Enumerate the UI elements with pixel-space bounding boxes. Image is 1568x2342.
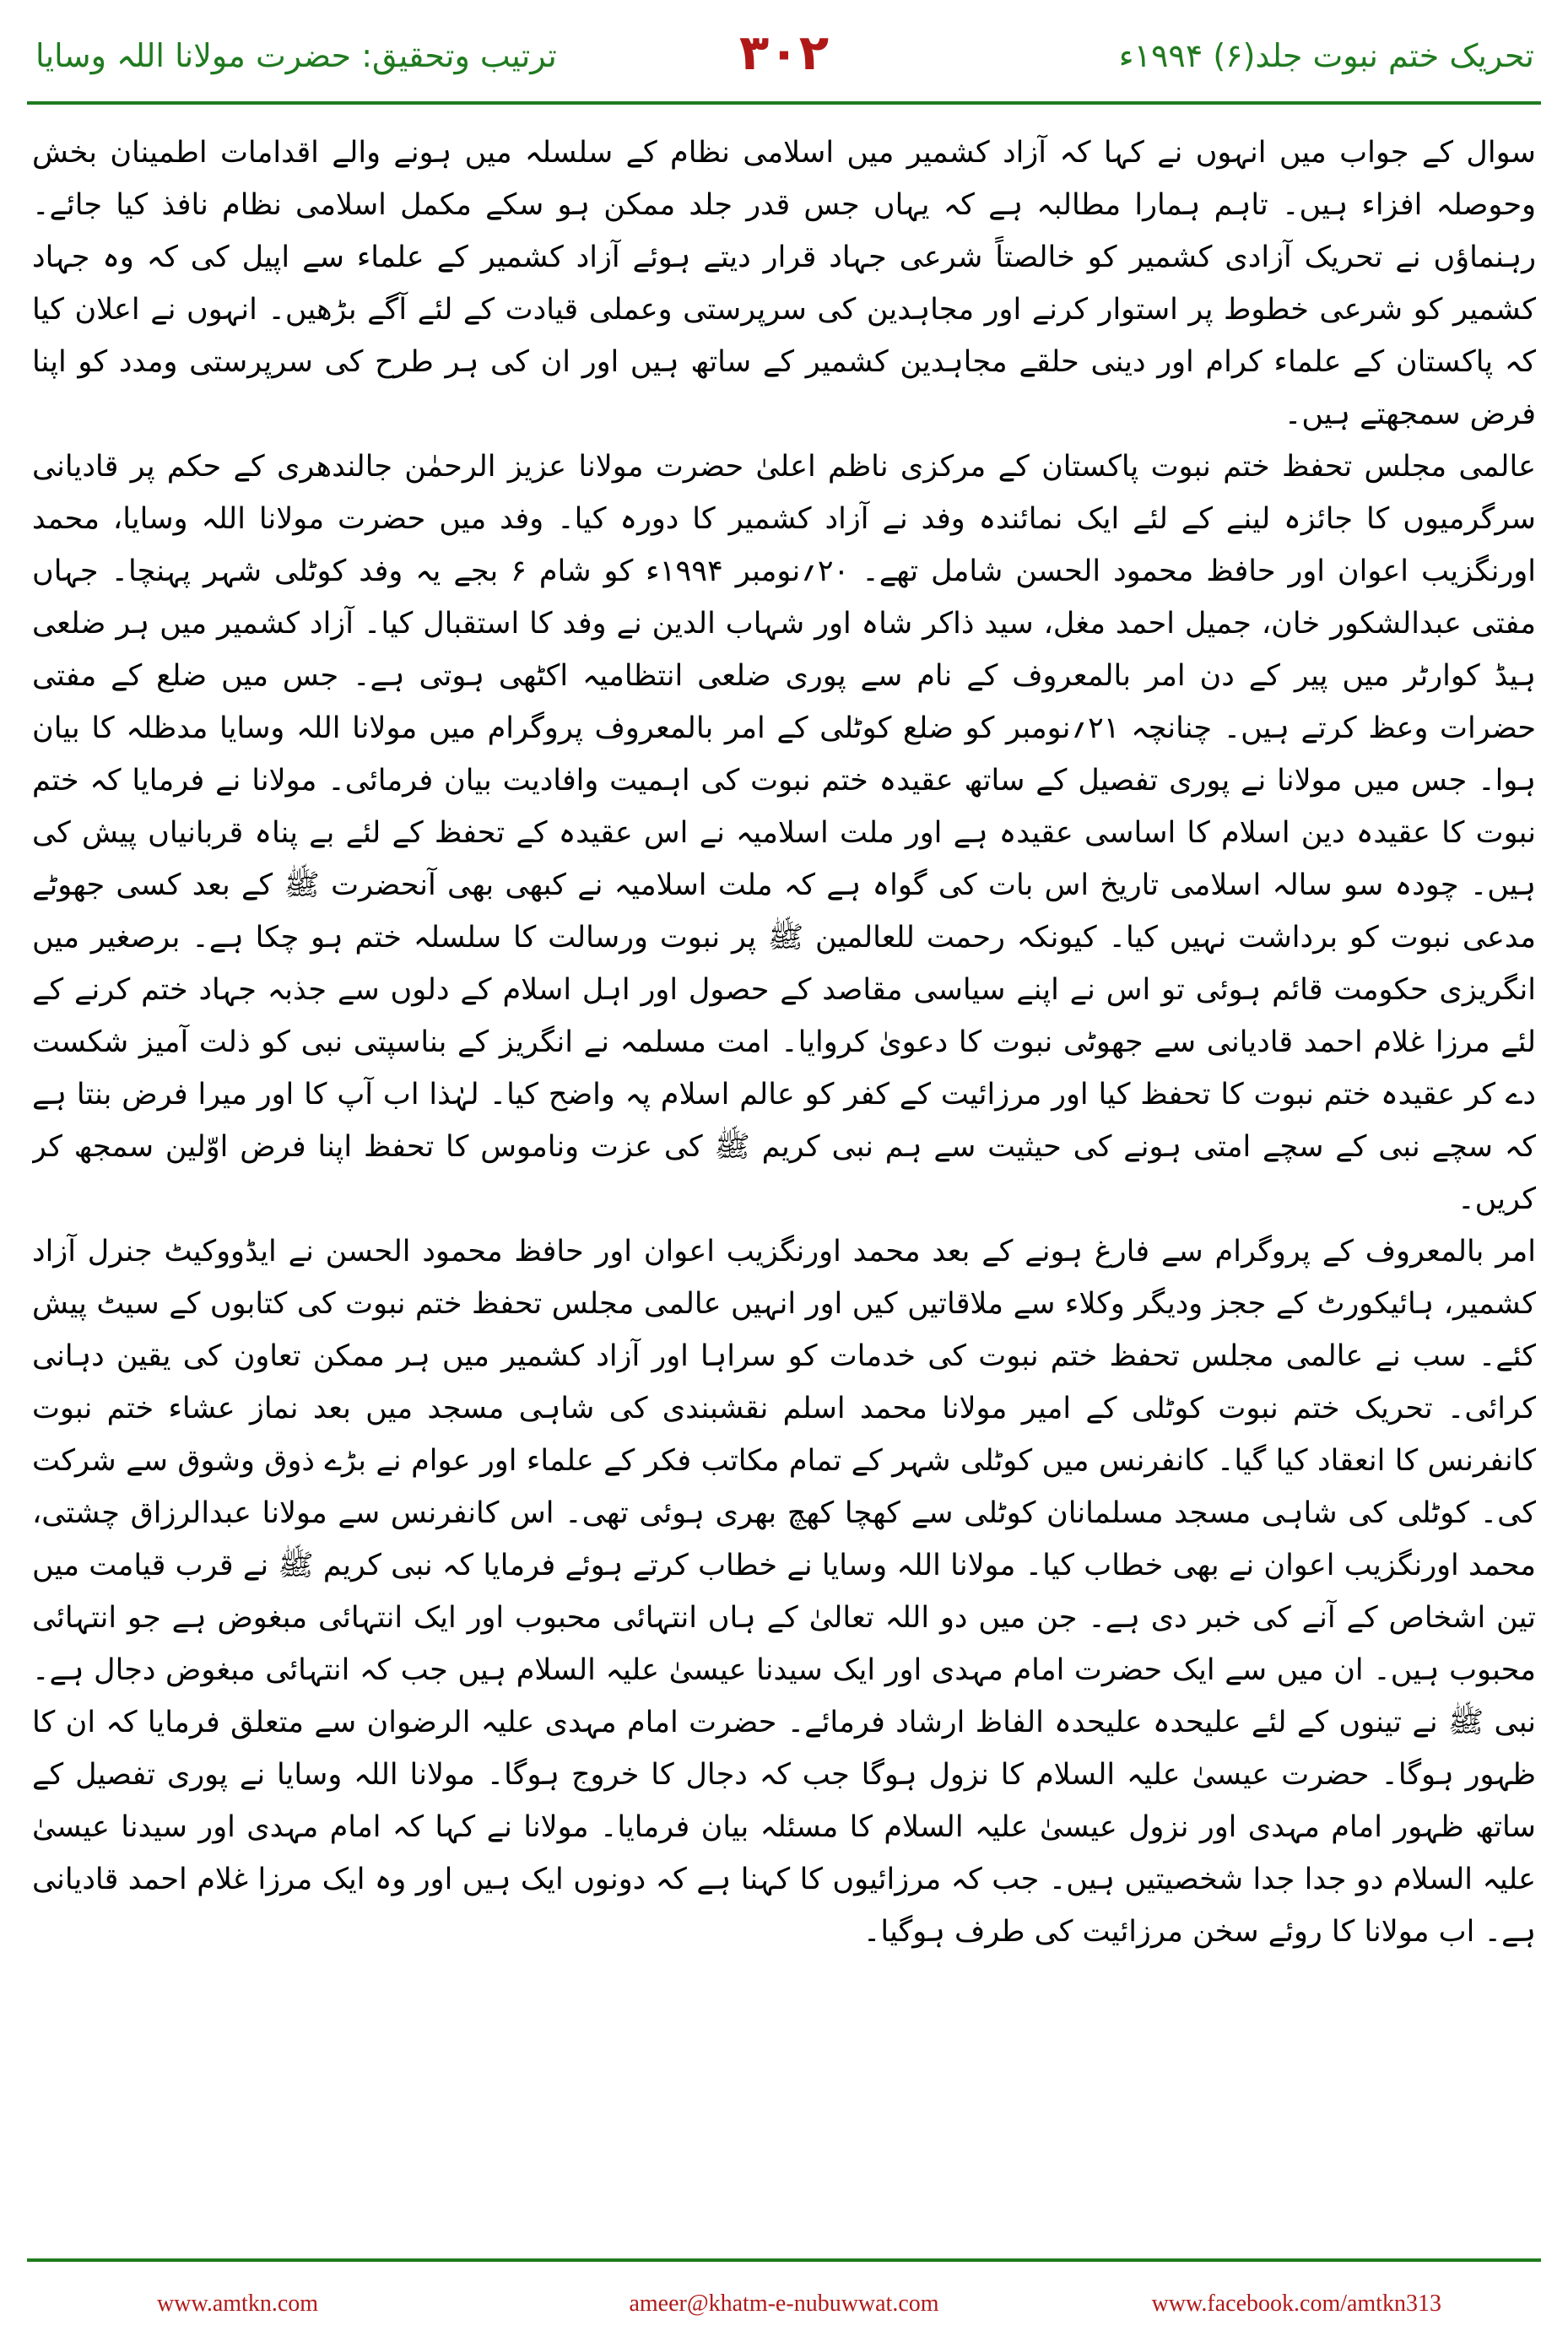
website-link[interactable]: www.amtkn.com [157, 2291, 319, 2317]
page-footer [0, 2279, 1568, 2329]
paragraph: سوال کے جواب میں انہوں نے کہا کہ آزاد کشمیر میں اسلامی نظام کے سلسلہ میں ہونے والے اقدامات اطمینان بخش وحوصلہ افزاء ہیں۔ تاہم ہمارا مطالبہ ہے کہ یہاں جس قدر جلد ممکن ہو سکے مکمل اسلامی نظام نافذ کیا جائے۔ رہنماؤں نے تحریک آزادی کشمیر کو خالصتاً شرعی جہاد قرار دیتے ہوئے آزاد کشمیر کے علماء سے اپیل کی کہ وہ جہاد کشمیر کو شرعی خطوط پر استوار کرنے اور مجاہدین کی سرپرستی وعملی قیادت کے لئے آگے بڑھیں۔ انہوں نے اعلان کیا کہ پاکستان کے علماء کرام اور دینی حلقے مجاہدین کشمیر کے ساتھ ہیں اور ان کی ہر طرح کی سرپرستی ومدد کو اپنا فرض سمجھتے ہیں۔ [32, 136, 1536, 431]
paragraph: عالمی مجلس تحفظ ختم نبوت پاکستان کے مرکزی ناظم اعلیٰ حضرت مولانا عزیز الرحمٰن جالندھری کے حکم پر قادیانی سرگرمیوں کا جائزہ لینے کے لئے ایک نمائندہ وفد نے آزاد کشمیر کا دورہ کیا۔ وفد میں حضرت مولانا اللہ وسایا، محمد اورنگزیب اعوان اور حافظ محمود الحسن شامل تھے۔ ۲۰؍نومبر ۱۹۹۴ء کو شام ۶ بجے یہ وفد کوٹلی شہر پہنچا۔ جہاں مفتی عبدالشکور خان، جمیل احمد مغل، سید ذاکر شاہ اور شہاب الدین نے وفد کا استقبال کیا۔ آزاد کشمیر میں ہر ضلعی ہیڈ کوارٹر میں پیر کے دن امر بالمعروف کے نام سے پوری ضلعی انتظامیہ اکٹھی ہوتی ہے۔ جس میں ضلع کے مفتی حضرات وعظ کرتے ہیں۔ چنانچہ ۲۱؍نومبر کو ضلع کوٹلی کے امر بالمعروف پروگرام میں مولانا اللہ وسایا مدظلہ کا بیان ہوا۔ جس میں مولانا نے پوری تفصیل کے ساتھ عقیدہ ختم نبوت کی اہمیت وافادیت بیان فرمائی۔ مولانا نے فرمایا کہ ختم نبوت کا عقیدہ دین اسلام کا اساسی عقیدہ ہے اور ملت اسلامیہ نے اس عقیدہ کے تحفظ کے لئے بے پناہ قربانیاں پیش کی ہیں۔ چودہ سو سالہ اسلامی تاریخ اس بات کی گواہ ہے کہ ملت اسلامیہ نے کبھی بھی آنحضرت ﷺ کے بعد کسی جھوٹے مدعی نبوت کو برداشت نہیں کیا۔ کیونکہ رحمت للعالمین ﷺ پر نبوت ورسالت کا سلسلہ ختم ہو چکا ہے۔ برصغیر میں انگریزی حکومت قائم ہوئی تو اس نے اپنے سیاسی مقاصد کے حصول اور اہل اسلام کے دلوں سے جذبہ جہاد ختم کرنے کے لئے مرزا غلام احمد قادیانی سے جھوٹی نبوت کا دعویٰ کروایا۔ امت مسلمہ نے انگریز کے بناسپتی نبی کو ذلت آمیز شکست دے کر عقیدہ ختم نبوت کا تحفظ کیا اور مرزائیت کے کفر کو عالم اسلام پہ واضح کیا۔ لہٰذا اب آپ کا اور میرا فرض بنتا ہے کہ سچے نبی کے سچے امتی ہونے کی حیثیت سے ہم نبی کریم ﷺ کی عزت وناموس کا تحفظ اپنا فرض اوّلین سمجھ کر کریں۔ [32, 450, 1536, 1216]
compiler-credit: ترتیب وتحقیق: حضرت مولانا اللہ وسایا [35, 37, 557, 74]
article-body [32, 127, 1536, 2237]
footer-divider [27, 2258, 1541, 2262]
book-title: تحریک ختم نبوت جلد(۶) ۱۹۹۴ء [1118, 37, 1534, 74]
email-link[interactable]: ameer@khatm-e-nubuwwat.com [629, 2291, 939, 2317]
header-divider [27, 101, 1541, 105]
page-number: ۳۰۲ [738, 24, 830, 81]
paragraph: امر بالمعروف کے پروگرام سے فارغ ہونے کے بعد محمد اورنگزیب اعوان اور حافظ محمود الحسن نے ایڈووکیٹ جنرل آزاد کشمیر، ہائیکورٹ کے ججز ودیگر وکلاء سے ملاقاتیں کیں اور انہیں عالمی مجلس تحفظ ختم نبوت کی کتابوں کے سیٹ پیش کئے۔ سب نے عالمی مجلس تحفظ ختم نبوت کی خدمات کو سراہا اور آزاد کشمیر میں ہر ممکن تعاون کی یقین دہانی کرائی۔ تحریک ختم نبوت کوٹلی کے امیر مولانا محمد اسلم نقشبندی کی شاہی مسجد میں بعد نماز عشاء ختم نبوت کانفرنس کا انعقاد کیا گیا۔ کانفرنس میں کوٹلی شہر کے تمام مکاتب فکر کے علماء اور عوام نے بڑے ذوق وشوق سے شرکت کی۔ کوٹلی کی شاہی مسجد مسلمانان کوٹلی سے کھچا کھچ بھری ہوئی تھی۔ اس کانفرنس سے مولانا عبدالرزاق چشتی، محمد اورنگزیب اعوان نے بھی خطاب کیا۔ مولانا اللہ وسایا نے خطاب کرتے ہوئے فرمایا کہ نبی کریم ﷺ نے قرب قیامت میں تین اشخاص کے آنے کی خبر دی ہے۔ جن میں دو اللہ تعالیٰ کے ہاں انتہائی محبوب اور ایک انتہائی مبغوض ہے جو انتہائی محبوب ہیں۔ ان میں سے ایک حضرت امام مہدی اور ایک سیدنا عیسیٰ علیہ السلام ہیں جب کہ انتہائی مبغوض دجال ہے۔ نبی ﷺ نے تینوں کے لئے علیحدہ علیحدہ الفاظ ارشاد فرمائے۔ حضرت امام مہدی علیہ الرضوان سے متعلق فرمایا کہ ان کا ظہور ہوگا۔ حضرت عیسیٰ علیہ السلام کا نزول ہوگا جب کہ دجال کا خروج ہوگا۔ مولانا اللہ وسایا نے پوری تفصیل کے ساتھ ظہور امام مہدی اور نزول عیسیٰ علیہ السلام کا مسئلہ بیان فرمایا۔ مولانا نے کہا کہ امام مہدی اور سیدنا عیسیٰ علیہ السلام دو جدا جدا شخصیتیں ہیں۔ جب کہ مرزائیوں کا کہنا ہے کہ دونوں ایک ہیں اور وہ ایک مرزا غلام احمد قادیانی ہے۔ اب مولانا کا روئے سخن مرزائیت کی طرف ہوگیا۔ [32, 1235, 1536, 1949]
page-header [0, 0, 1568, 105]
facebook-link[interactable]: www.facebook.com/amtkn313 [1151, 2291, 1441, 2317]
